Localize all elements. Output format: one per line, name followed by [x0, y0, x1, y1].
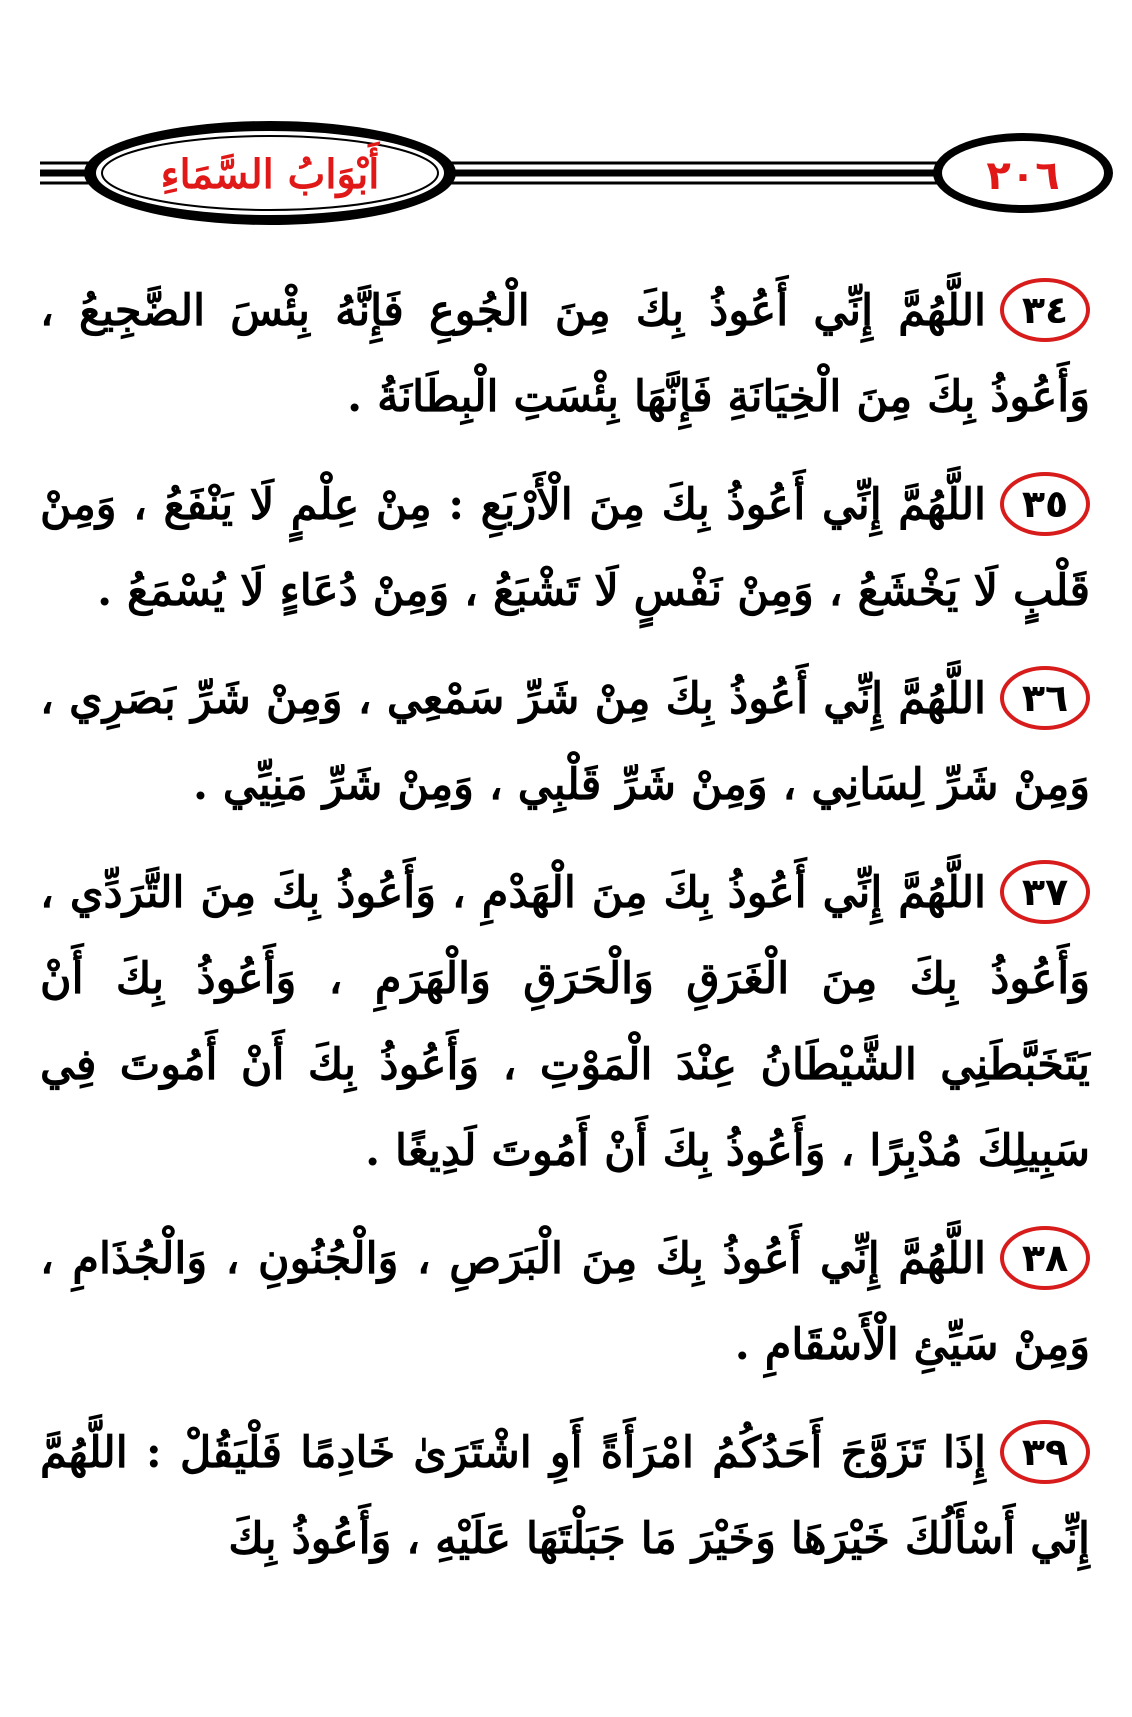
page-number: ٢٠٦	[986, 153, 1060, 199]
dua-text: اللَّهُمَّ إِنِّي أَعُوذُ بِكَ مِنَ الْجُوعِ فَإِنَّهُ بِئْسَ الضَّجِيعُ ، وَأَعُوذُ بِكَ مِنَ الْخِيَانَةِ فَإِنَّهَا بِئْسَتِ الْبِطَانَةُ .	[40, 286, 1090, 422]
dua-number-badge: ٣٧	[1000, 860, 1090, 924]
dua-39	[40, 1410, 1090, 1582]
dua-number-badge: ٣٩	[1000, 1420, 1090, 1484]
dua-number-badge: ٣٦	[1000, 666, 1090, 730]
dua-35	[40, 462, 1090, 634]
book-title: أَبْوَابُ السَّمَاءِ	[160, 150, 380, 198]
dua-36	[40, 656, 1090, 828]
dua-37	[40, 850, 1090, 1194]
dua-34	[40, 268, 1090, 440]
dua-text: اللَّهُمَّ إِنِّي أَعُوذُ بِكَ مِنْ شَرِّ سَمْعِي ، وَمِنْ شَرِّ بَصَرِي ، وَمِنْ شَرِّ لِسَانِي ، وَمِنْ شَرِّ قَلْبِي ، وَمِنْ شَرِّ مَنِيِّي .	[40, 674, 1090, 810]
dua-text: إِذَا تَزَوَّجَ أَحَدُكُمُ امْرَأَةً أَوِ اشْتَرَىٰ خَادِمًا فَلْيَقُلْ : اللَّهُمَّ إِنِّي أَسْأَلُكَ خَيْرَهَا وَخَيْرَ مَا جَبَلْتَهَا عَلَيْهِ ، وَأَعُوذُ بِكَ	[40, 1428, 1090, 1564]
dua-text: اللَّهُمَّ إِنِّي أَعُوذُ بِكَ مِنَ الْهَدْمِ ، وَأَعُوذُ بِكَ مِنَ التَّرَدِّي ، وَأَعُوذُ بِكَ مِنَ الْغَرَقِ وَالْحَرَقِ وَالْهَرَمِ ، وَأَعُوذُ بِكَ أَنْ يَتَخَبَّطَنِي الشَّيْطَانُ عِنْدَ الْمَوْتِ ، وَأَعُوذُ بِكَ أَنْ أَمُوتَ فِي سَبِيلِكَ مُدْبِرًا ، وَأَعُوذُ بِكَ أَنْ أَمُوتَ لَدِيغًا .	[40, 868, 1090, 1176]
dua-number-badge: ٣٥	[1000, 472, 1090, 536]
dua-number-badge: ٣٨	[1000, 1226, 1090, 1290]
page-content	[40, 268, 1090, 1604]
page-header	[0, 0, 1132, 240]
dua-text: اللَّهُمَّ إِنِّي أَعُوذُ بِكَ مِنَ الْأَرْبَعِ : مِنْ عِلْمٍ لَا يَنْفَعُ ، وَمِنْ قَلْبٍ لَا يَخْشَعُ ، وَمِنْ نَفْسٍ لَا تَشْبَعُ ، وَمِنْ دُعَاءٍ لَا يُسْمَعُ .	[40, 480, 1090, 616]
dua-38	[40, 1216, 1090, 1388]
dua-number-badge: ٣٤	[1000, 278, 1090, 342]
dua-text: اللَّهُمَّ إِنِّي أَعُوذُ بِكَ مِنَ الْبَرَصِ ، وَالْجُنُونِ ، وَالْجُذَامِ ، وَمِنْ سَيِّئِ الْأَسْقَامِ .	[40, 1234, 1090, 1370]
